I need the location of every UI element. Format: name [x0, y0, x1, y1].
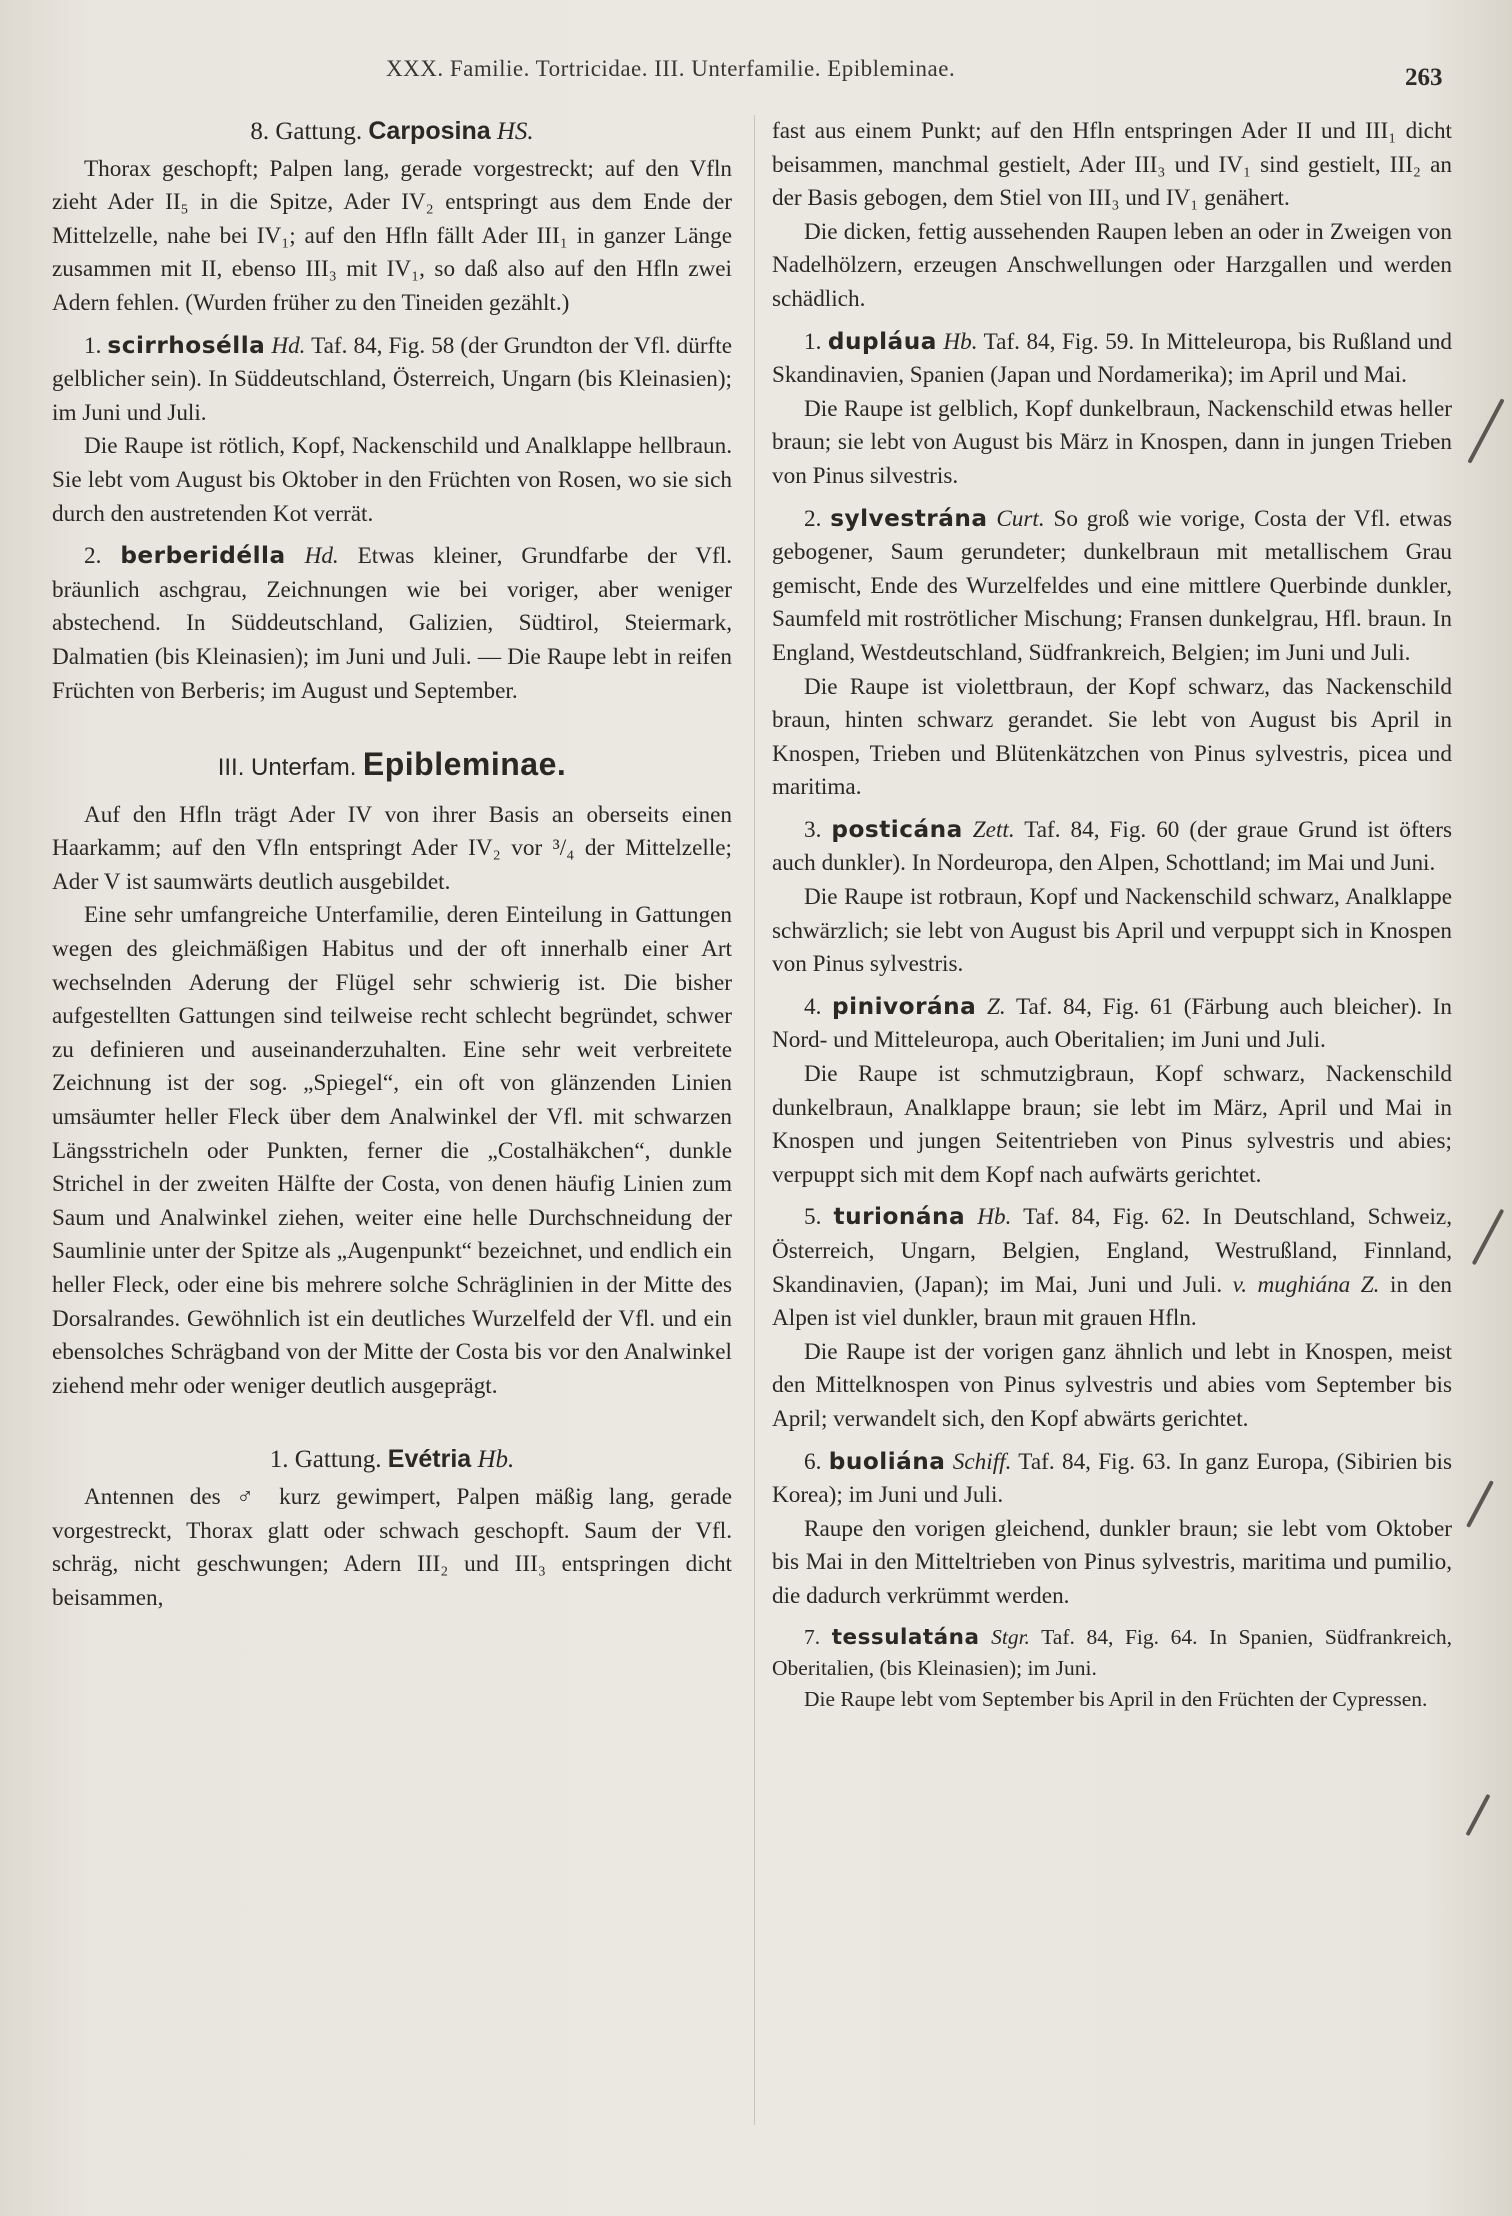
genus-number: 8. Gattung. [250, 118, 363, 145]
species-author: Hd. [304, 543, 339, 570]
species-number: 7. [804, 1624, 821, 1649]
species-description: Taf. 84, Fig. 61 (Färbung auch bleicher). In Nord- und Mitteleuropa, auch Oberitalien; im Juni und Juli. [772, 993, 1452, 1054]
species-name: buoliána [828, 1447, 946, 1475]
species-author: Zett. [972, 816, 1015, 843]
species-entry-duplana [772, 325, 1452, 393]
species-entry-berberidella [52, 539, 732, 708]
species-author: Stgr. [991, 1624, 1030, 1649]
subfamily-description: Auf den Hfln trägt Ader IV von ihrer Basis an oberseits einen Haarkamm; auf den Vfln entspringt Ader IV₂ vor ³/₄ der Mittelzelle; Ader V ist saumwärts deutlich ausgebildet. [52, 801, 732, 895]
species-number: 4. [804, 993, 822, 1020]
species-name: turionána [833, 1203, 966, 1231]
subfamily-name: Epibleminae. [362, 746, 567, 783]
species-name: berberidélla [120, 542, 286, 570]
species-name: scirrhosélla [107, 331, 266, 359]
larva-description: Raupe den vorigen gleichend, dunkler braun; sie lebt vom Oktober bis Mai in den Mitteltrieben von Pinus sylvestris, maritima und pumilio, die dadurch verkrümmt werden. [772, 1515, 1452, 1609]
species-name: tessulatána [831, 1624, 980, 1650]
species-number: 1. [84, 332, 102, 359]
genus-author: Hb. [477, 1446, 515, 1474]
pencil-tick-mark [1467, 398, 1504, 463]
larva-description: Die dicken, fettig aussehenden Raupen leben an oder in Zweigen von Nadelhölzern, erzeugen Anschwellungen oder Harzgallen und werden schädlich. [772, 218, 1452, 312]
species-name: posticána [831, 815, 963, 843]
genus-description: Antennen des ♂ kurz gewimpert, Palpen mäßig lang, gerade vorgestreckt, Thorax glatt oder schwach geschopft. Saum der Vfl. schräg, nicht geschwungen; Adern III₂ und III₃ entspringen dicht beisammen, [52, 1483, 732, 1611]
species-author: Z. [987, 993, 1006, 1020]
left-column [52, 115, 732, 1615]
species-name: pinivorána [832, 992, 977, 1020]
pencil-tick-mark [1465, 1794, 1490, 1836]
running-head: XXX. Familie. Tortricidae. III. Unterfamilie. Epibleminae. [386, 56, 956, 81]
right-column [772, 115, 1452, 1715]
species-description: Etwas kleiner, Grundfarbe der Vfl. bräunlich aschgrau, Zeichnungen wie bei voriger, aber weniger abstechend. In Süddeutschland, Galizien, Südtirol, Steiermark, Dalmatien (bis Kleinasien); im Juni und Juli. — Die Raupe lebt in reifen Früchten von Berberis; im August und September. [52, 543, 732, 704]
subfamily-discussion: Eine sehr umfangreiche Unterfamilie, deren Einteilung in Gattungen wegen des gleichmäßigen Habitus und der oft innerhalb einer Art wechselnden Aderung der Flügel sehr schwierig ist. Die bisher aufgestellten Gattungen sind teilweise recht schlecht begründet, schwer zu definieren und auseinanderzuhalten. Eine sehr weit verbreitete Zeichnung ist der sog. „Spiegel“, ein oft von glänzenden Linien umsäumter heller Fleck über dem Analwinkel der Vfl. mit schwarzen Längsstricheln oder Punkten, ferner die „Costalhäkchen“, dunkle Strichel in der zweiten Hälfte der Costa, von denen häufig Linien zum Saum und Analwinkel ziehen, weiter eine helle Durchschneidung der Saumlinie unter der Spitze als „Augenpunkt“ bezeichnet, und endlich ein heller Fleck, oder eine bis mehrere solche Schräglinien in der Mitte des Dorsalrandes. Gewöhnlich ist ein deutliches Wurzelfeld der Vfl. und ein ebensolches Schrägband von der Mitte der Costa bis vor den Analwinkel ziehend mehr oder weniger deutlich ausgeprägt. [52, 902, 732, 1399]
column-divider [754, 115, 755, 2125]
species-number: 3. [804, 816, 822, 843]
variety-description: in den Alpen ist viel dunkler, braun mit grauen Hfln. [772, 1271, 1453, 1332]
species-author: Hb. [943, 328, 978, 355]
species-number: 6. [804, 1448, 822, 1475]
species-number: 1. [804, 328, 822, 355]
species-number: 2. [84, 543, 102, 570]
species-number: 5. [804, 1204, 822, 1231]
species-entry-buoliana [772, 1445, 1452, 1513]
variety-name: v. mughiána Z. [1232, 1271, 1380, 1298]
species-number: 2. [804, 505, 822, 532]
species-entry-pinivorana [772, 990, 1452, 1058]
species-entry-tessulatana [772, 1622, 1452, 1684]
species-description: Taf. 84, Fig. 62. In Deutschland, Schweiz, Österreich, Ungarn, Belgien, England, Westrußland, Finnland, Skandinavien, (Japan); im Mai, Juni und Juli. [772, 1204, 1453, 1298]
genus-heading-carposina [52, 115, 732, 149]
species-description: Taf. 84, Fig. 63. In ganz Europa, (Sibirien bis Korea); im Juni und Juli. [772, 1448, 1452, 1509]
larva-description: Die Raupe ist rötlich, Kopf, Nackenschild und Analklappe hellbraun. Sie lebt vom August bis Oktober in den Früchten von Rosen, wo sie sich durch den austretenden Kot verrät. [52, 433, 732, 527]
pencil-tick-mark [1472, 1209, 1505, 1266]
genus-number: 1. Gattung. [269, 1446, 382, 1474]
genus-heading-evetria [52, 1443, 732, 1477]
species-description: Taf. 84, Fig. 64. In Spanien, Südfrankreich, Oberitalien, (bis Kleinasien); im Juni. [772, 1624, 1452, 1680]
species-entry-sylvestrana [772, 502, 1452, 671]
species-description: Taf. 84, Fig. 59. In Mitteleuropa, bis Rußland und Skandinavien, Spanien (Japan und Nordamerika); im April und Mai. [772, 328, 1453, 389]
page-header [0, 56, 1512, 106]
species-name: dupláua [827, 327, 937, 355]
larva-description: Die Raupe ist der vorigen ganz ähnlich und lebt in Knospen, meist den Mittelknospen von Pinus sylvestris und abies vom September bis April; verwandelt sich, den Kopf abwärts gerichtet. [772, 1338, 1452, 1432]
larva-description: Die Raupe ist schmutzigbraun, Kopf schwarz, Nackenschild dunkelbraun, Analklappe braun; sie lebt im März, April und Mai in Knospen und jungen Seitentrieben von Pinus sylvestris und abies; verpuppt sich mit dem Kopf nach aufwärts gerichtet. [772, 1061, 1452, 1188]
species-entry-scirrhosella [52, 329, 732, 431]
larva-description: Die Raupe ist gelblich, Kopf dunkelbraun, Nackenschild etwas heller braun; sie lebt von August bis März in Knospen, dann in jungen Trieben von Pinus silvestris. [772, 395, 1452, 489]
genus-description: Thorax geschopft; Palpen lang, gerade vorgestreckt; auf den Vfln zieht Ader II₅ in die Spitze, Ader IV₂ entspringt aus dem Ende der Mittelzelle, nahe bei IV₁; auf den Hfln fällt Ader III₁ in ganzer Länge zusammen mit II, ebenso III₃ mit IV₁, so daß also auf den Hfln zwei Adern fehlen. (Wurden früher zu den Tineiden gezählt.) [52, 155, 732, 316]
species-entry-turionana [772, 1200, 1452, 1335]
genus-description-continued: fast aus einem Punkt; auf den Hfln entspringen Ader II und III₁ dicht beisammen, manchmal gestielt, Ader III₃ und IV₁ sind gestielt, III₂ an der Basis gebogen, dem Stiel von III₃ und IV₁ genähert. [772, 118, 1452, 212]
species-author: Hb. [977, 1204, 1012, 1231]
species-description: Taf. 84, Fig. 60 (der graue Grund ist öfters auch dunkler). In Nordeuropa, den Alpen, Schottland; im Mai und Juni. [772, 816, 1453, 877]
larva-description: Die Raupe ist rotbraun, Kopf und Nackenschild schwarz, Analklappe schwärzlich; sie lebt von August bis April und verpuppt sich in Knospen von Pinus sylvestris. [772, 884, 1452, 978]
pencil-tick-mark [1466, 1480, 1494, 1528]
larva-description: Die Raupe ist violettbraun, der Kopf schwarz, das Nackenschild braun, hinten schwarz gerandet. Sie lebt von August bis April in Knospen, Trieben und Blütenkätzchen von Pinus sylvestris, picea und maritima. [772, 673, 1452, 801]
page-number: 263 [1405, 64, 1443, 91]
genus-name: Carposina [368, 117, 491, 145]
genus-author: HS. [496, 118, 534, 145]
species-entry-posticana [772, 813, 1452, 881]
species-name: sylvestrána [830, 504, 988, 532]
species-author: Curt. [996, 505, 1045, 532]
species-author: Schiff. [952, 1448, 1012, 1475]
species-description: Taf. 84, Fig. 58 (der Grundton der Vfl. dürfte gelblicher sein). In Süddeutschland, Österreich, Ungarn (bis Kleinasien); im Juni und Juli. [52, 332, 732, 426]
subfamily-heading [52, 748, 732, 785]
larva-description: Die Raupe lebt vom September bis April in den Früchten der Cypressen. [804, 1686, 1428, 1711]
subfamily-label: III. Unterfam. [217, 754, 357, 782]
species-description: So groß wie vorige, Costa der Vfl. etwas gebogener, Saum gerundeter; dunkelbraun mit metallischem Grau gemischt, Ende des Wurzelfeldes und eine mittlere Querbinde dunkler, Saumfeld mit roströtlicher Mischung; Fransen dunkelgrau, Hfl. braun. In England, Westdeutschland, Südfrankreich, Belgien; im Juni und Juli. [772, 505, 1453, 666]
species-author: Hd. [271, 332, 306, 359]
genus-name: Evétria [387, 1445, 472, 1474]
